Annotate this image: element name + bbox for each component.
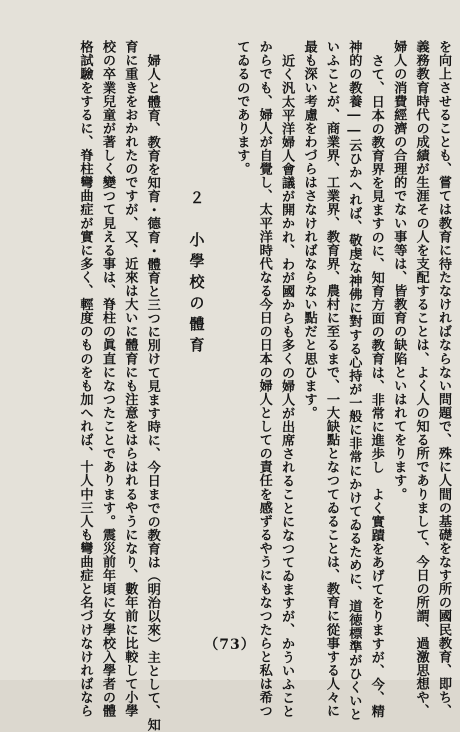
- text-line: 神的の教養――云ひかへれば、敬虔な神佛に對する心持が一般に非常にかけてゐるために、道徳標準がひくいと: [346, 40, 362, 722]
- text-line: 義務教育時代の成績が生涯その人を支配することは、よく人の知る所でありまして、今日の所謂、過激思想や、: [413, 40, 429, 718]
- text-line: てゐるのであります。: [234, 40, 250, 176]
- text-line: 格試驗をするに、脊柱彎曲症が實に多く、輕度のものをも加へれば、十人中三人も彎曲症と名づけなければなら: [77, 40, 93, 718]
- text-line: 最も深い考慮をわづらはさなければならない點だと思ひます。: [301, 40, 317, 420]
- blank-column: [163, 40, 185, 612]
- text-line: を向上させることも、嘗ては教育に待たなければならない問題で、殊に人間の基礎をなす所の國民教育、即ち、: [436, 40, 451, 718]
- text-line: さて、日本の教育界を見ますのに、知育方面の教育は、非常に進歩し よく實蹟をあげてをりますが、今、精: [368, 54, 384, 718]
- text-line: 近く汎太平洋婦人會議が開かれ、わが國からも多くの婦人が出席されることになつてゐますが、かういふこと: [279, 54, 295, 718]
- text-line: 婦人と體育、教育を知育・德育・體育と三つに別けて見ます時に、今日までの教育は（明治以來）主として、知: [144, 54, 160, 732]
- section-heading: ２ 小學校の體育: [187, 190, 206, 358]
- text-line: いふことが、商業界、工業界、教育界、農村に至るまで、一大缺點となつてゐることは、教育に從事する人々に: [323, 40, 339, 718]
- text-line: 校の卒業兒童が著しく變つて見える事は、脊柱の眞直になつたことであります。震災前年頃に女學校入學者の體: [99, 40, 115, 718]
- text-line: 婦人の消費經濟の合理的でない事等は、皆教育の缺陷といはれてをります。: [391, 40, 407, 501]
- text-line: 育に重きをおかれたのですが、又、近來は大いに體育にも注意をはらはれるやうになり、數年前に比較して小學: [122, 40, 138, 718]
- blank-column: [208, 40, 230, 612]
- text-line: からでも、婦人が自覺し、太平洋時代なる今日の日本の婦人としての責任を感ずるやうにもなつたらと私は希つ: [256, 40, 272, 718]
- page-number: （73）: [204, 637, 256, 653]
